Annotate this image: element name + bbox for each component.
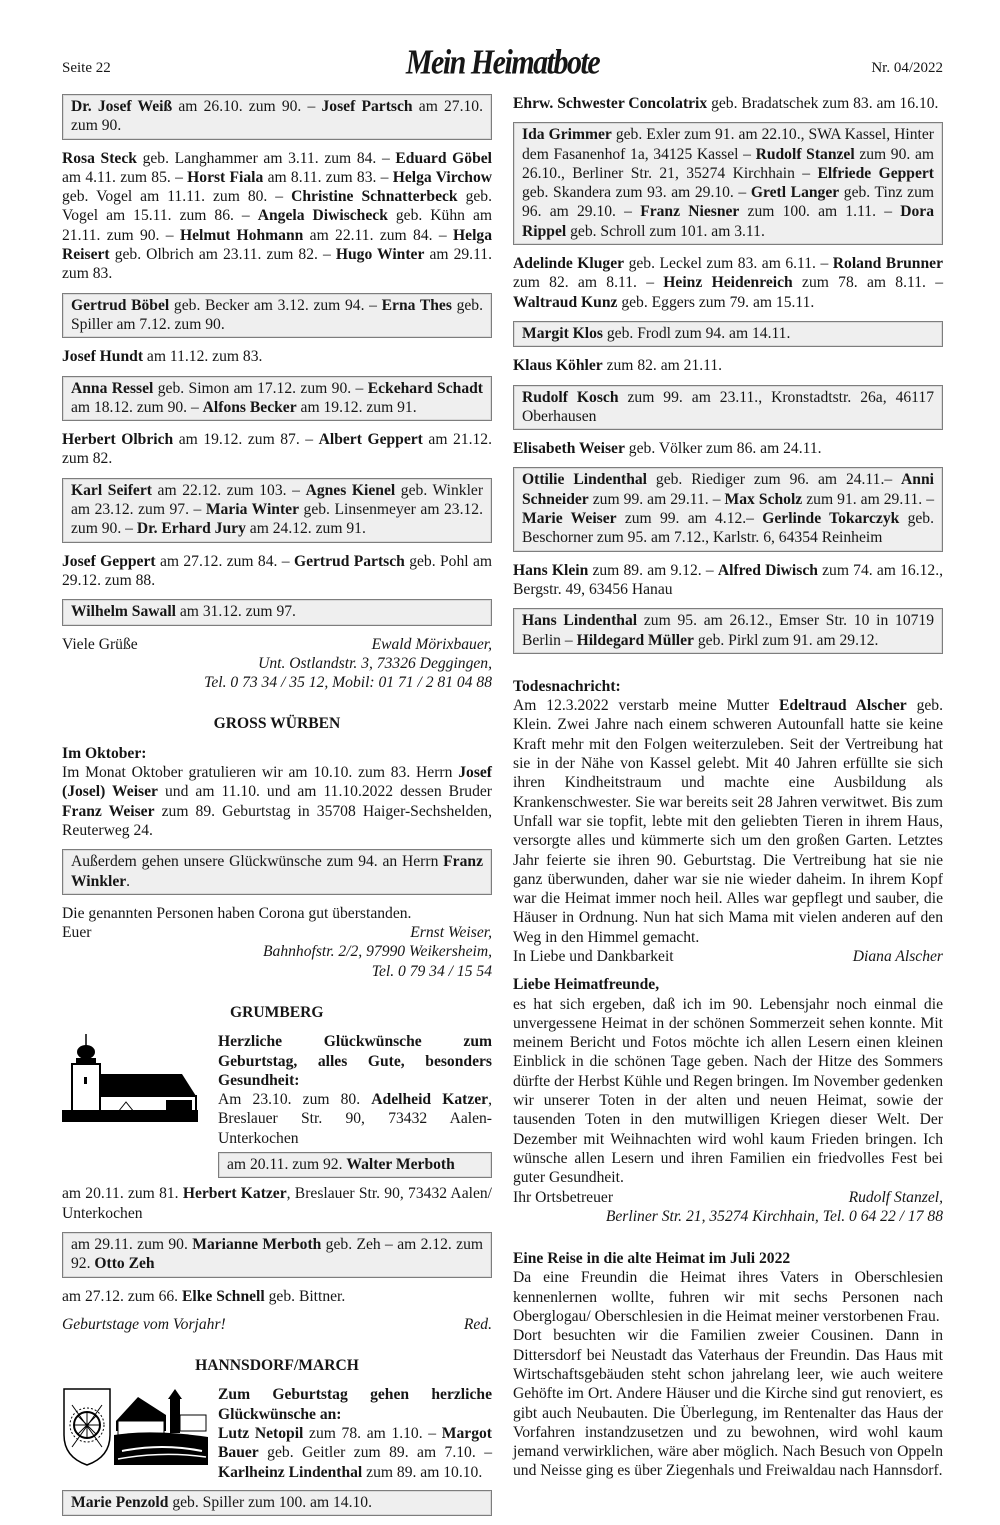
highlight-box — [513, 608, 943, 654]
text-run: , Breslauer Str. 90, 73432 Aalen/ Unterkochen — [62, 1185, 493, 1222]
text-run: am 29.11. zum 83. — [62, 246, 492, 283]
text-run: zum 74. am 16.12., Bergstr. 49, 63456 Hanau — [513, 561, 943, 598]
text-run: geb. Vogel am 11.11. zum 80. – — [62, 188, 292, 206]
text-run: zum 95. am 26.12., Emser Str. 10 in 10719 Berlin – — [522, 612, 935, 649]
person-name: Hans Lindenthal — [522, 612, 638, 630]
issue-number: Nr. 04/2022 — [871, 60, 943, 76]
person-name: Dr. Josef Weiß — [71, 98, 173, 115]
person-name: Eduard Göbel — [395, 149, 493, 167]
person-name: Erna Thes — [381, 296, 452, 314]
text-run: geb. Riediger zum 96. am 24.11.– — [647, 471, 902, 489]
text-run: zum 78. am 8.11. – — [792, 274, 944, 292]
text-run: geb. Simon am 17.12. zum 90. – — [153, 379, 368, 397]
person-name: Josef Geppert — [62, 552, 156, 570]
signature-line — [62, 673, 492, 692]
paragraph — [513, 439, 943, 458]
right-column — [513, 94, 943, 1490]
person-name: Waltraud Kunz — [513, 293, 618, 311]
signature-line — [62, 1315, 492, 1334]
person-name: Max Scholz — [724, 490, 803, 508]
text-run: am 24.12. zum 91. — [245, 520, 366, 538]
person-name: Elisabeth Weiser — [513, 440, 625, 458]
paragraph — [62, 763, 492, 840]
text-run: geb. Vogel am 15.11. zum 86. – — [62, 188, 492, 225]
entry-body — [218, 1424, 492, 1482]
text-run: am 4.11. zum 85. – — [62, 168, 188, 186]
text-run: am 19.12. zum 91. — [296, 398, 417, 416]
person-name: Margit Klos — [522, 324, 603, 342]
paragraph — [62, 347, 492, 366]
person-name: Angela Diwischeck — [257, 207, 388, 225]
spacer — [513, 663, 943, 677]
text-run: zum 89. Geburtstag in 35708 Haiger-Sechshelden, Reuterweg 24. — [62, 802, 492, 839]
person-name: Maria Winter — [205, 501, 299, 519]
person-name: Marie Weiser — [522, 510, 617, 528]
person-name: Gerlinde Tokarczyk — [762, 510, 900, 528]
text-run: geb. Frodl zum 94. am 14.11. — [602, 324, 791, 342]
signature-right: Unt. Ostlandstr. 3, 73326 Deggingen, — [258, 654, 492, 672]
text-run: geb. Schroll zum 101. am 3.11. — [566, 222, 765, 240]
signature-line — [62, 923, 492, 942]
text-run: am 26.10. zum 90. – — [172, 98, 322, 115]
text-run: geb. Bittner. — [264, 1287, 346, 1305]
signature-line — [62, 635, 492, 654]
text-run: geb. Kühn am 21.11. zum 90. – — [62, 207, 493, 244]
person-name: Herbert Katzer — [182, 1185, 287, 1203]
text-run: geb. Skandera zum 93. am 29.10. – — [522, 184, 751, 202]
entry-intro: Herzliche Glückwünsche zum Geburtstag, alles Gute, besonders Gesundheit: — [218, 1033, 492, 1089]
paragraph — [513, 995, 943, 1188]
text-run: am 31.12. zum 97. — [175, 603, 296, 621]
coat-of-arms-and-castle — [62, 1385, 210, 1481]
person-name: Herbert Olbrich — [62, 431, 174, 449]
signature-left: Ihr Ortsbetreuer — [513, 1188, 614, 1206]
person-name: Anni Schneider — [522, 471, 934, 508]
paragraph — [62, 1287, 492, 1306]
text-run: zum 90. am 26.10., Berliner Str. 21, 35274 Kirchhain – — [522, 145, 934, 182]
text-run: Dort besuchten wir die Familien zweier Cousinen. Dann in Dittersdorf bei Neustadt das Vaterhaus der Freundin. Das Haus mit Wirtschaftsgebäuden steht schon jahrelang leer, wie auch weitere Gehöfte im Ort. Andere Häuser und die Kirche sind gut renoviert, es gibt auch Neubauten. Die Überlegung, im Rentenalter das Haus der Vorfahren instandzusetzen und zu bewohnen, wird wohl kaum jemand verwirklichen, wäre aber möglich. Nach Besuch von Oppeln und Neisse ging es über Ziegenhals und Freiwaldau nach Hannsdorf. — [513, 1327, 943, 1480]
section-heading: GROSS WÜRBEN — [213, 715, 341, 733]
person-name: Hugo Winter — [335, 246, 425, 264]
person-name: Ehrw. Schwester Concolatrix — [513, 95, 708, 112]
paragraph — [62, 149, 492, 284]
illustrated-entry — [62, 1032, 492, 1178]
person-name: Helmut Hohmann — [179, 226, 304, 244]
person-name: Rudolf Kosch — [522, 388, 619, 406]
text-run: am 22.11. zum 84. – — [303, 226, 454, 244]
person-name: Adelinde Kluger — [513, 255, 625, 273]
person-name: Hildegard Müller — [576, 631, 694, 649]
text-run: zum 82. am 21.11. — [602, 357, 723, 375]
person-name: Adelheid Katzer — [371, 1091, 489, 1109]
text-run: am 20.11. zum 92. — [227, 1156, 347, 1174]
text-run: am 19.12. zum 87. – — [173, 431, 319, 449]
paragraph — [513, 561, 943, 600]
text-run: Im Monat Oktober gratulieren wir am 10.10. zum 83. Herrn — [62, 764, 459, 782]
text-run: am 27.12. zum 84. – — [155, 552, 294, 570]
section-heading: HANNSDORF/MARCH — [195, 1357, 359, 1375]
person-name: Otto Zeh — [94, 1255, 155, 1273]
signature-right: Red. — [463, 1315, 492, 1333]
text-run: Am 12.3.2022 verstarb meine Mutter — [513, 697, 779, 715]
highlight-box — [62, 293, 492, 339]
paragraph — [513, 94, 943, 113]
signature-right: Tel. 0 79 34 / 15 54 — [371, 962, 492, 980]
paragraph — [62, 904, 492, 923]
highlight-box — [62, 1232, 492, 1278]
text-run: geb. Leckel zum 83. am 6.11. – — [624, 255, 833, 273]
entry-text — [218, 1385, 492, 1481]
text-run: geb. Spiller zum 100. am 14.10. — [168, 1493, 372, 1511]
person-name: Margot Bauer — [218, 1425, 492, 1462]
signature-right: Diana Alscher — [852, 947, 943, 965]
paragraph — [513, 1326, 943, 1480]
paragraph — [513, 696, 943, 947]
person-name: Hans Klein — [513, 561, 589, 579]
signature-right: Rudolf Stanzel, — [848, 1188, 943, 1206]
signature-right: Berliner Str. 21, 35274 Kirchhain, Tel. 0 64 22 / 17 88 — [605, 1207, 943, 1225]
person-name: Heinz Heidenreich — [663, 274, 793, 292]
subheading: Todesnachricht: — [513, 677, 621, 695]
highlight-box — [62, 599, 492, 625]
person-name: Edeltraud Alscher — [778, 697, 907, 715]
text-run: zum 91. am 29.11. – — [802, 490, 935, 508]
text-run: geb. Winkler am 23.12. zum 97. – — [71, 481, 484, 519]
highlight-box — [62, 94, 492, 140]
paragraph — [513, 1268, 943, 1326]
person-name: Helga Reisert — [62, 226, 493, 264]
paragraph — [513, 356, 943, 375]
highlight-box — [513, 122, 943, 245]
person-name: Eckehard Schadt — [367, 379, 483, 397]
person-name: Gertrud Partsch — [293, 552, 405, 570]
highlight-box — [513, 321, 943, 347]
person-name: Josef Hundt — [62, 348, 144, 366]
text-run: zum 89. am 9.12. – — [588, 561, 718, 579]
text-run: am 18.12. zum 90. – — [71, 398, 203, 416]
paragraph — [513, 254, 943, 312]
person-name: Rudolf Stanzel — [755, 145, 855, 163]
person-name: Dora Rippel — [522, 203, 935, 240]
subheading: Im Oktober: — [62, 744, 147, 762]
section-heading: GRUMBERG — [230, 1003, 324, 1021]
text-run: geb. Spiller am 7.12. zum 90. — [71, 296, 483, 333]
person-name: Walter Merboth — [346, 1156, 455, 1174]
text-run: geb. Tinz zum 96. am 29.10. – — [522, 184, 935, 221]
text-run: am 27.10. zum 90. — [71, 98, 483, 135]
signature — [513, 1188, 943, 1227]
spacer — [513, 1235, 943, 1249]
person-name: Karlheinz Lindenthal — [218, 1463, 363, 1481]
text-run: geb. Geitler zum 89. am 7.10. – — [258, 1444, 492, 1462]
text-run: am 8.11. zum 83. – — [263, 168, 393, 186]
person-name: Franz Weiser — [62, 802, 155, 820]
person-name: Marianne Merboth — [192, 1235, 322, 1253]
text-run: zum 99. am 23.11., Kronstadtstr. 26a, 46117 Oberhausen — [522, 388, 934, 425]
text-run: zum 89. am 10.10. — [362, 1463, 483, 1481]
person-name: Wilhelm Sawall — [71, 603, 176, 621]
text-run: am 20.11. zum 81. — [62, 1185, 183, 1203]
text-run: zum 82. am 8.11. – — [513, 274, 664, 292]
signature-line — [513, 947, 943, 966]
text-run: zum 99. am 29.11. – — [588, 490, 725, 508]
signature — [62, 923, 492, 981]
person-name: Horst Fiala — [187, 168, 264, 186]
text-run: geb. Eggers zum 79. am 15.11. — [617, 293, 815, 311]
text-run: geb. Olbrich am 23.11. zum 82. – — [109, 246, 336, 264]
person-name: Karl Seifert — [71, 481, 152, 499]
highlight-box — [513, 385, 943, 431]
signature-right: Bahnhofstr. 2/2, 97990 Weikersheim, — [263, 943, 492, 961]
text-run: am 11.12. zum 83. — [143, 348, 263, 366]
signature-left: Euer — [62, 924, 92, 942]
page-number: Seite 22 — [62, 60, 111, 76]
person-name: Marie Penzold — [71, 1493, 169, 1511]
person-name: Alfons Becker — [202, 398, 297, 416]
text-run: geb. Pohl am 29.12. zum 88. — [62, 552, 492, 589]
text-run: geb. Linsenmeyer am 23.12. zum 90. – — [71, 501, 483, 538]
person-name: Roland Brunner — [832, 255, 943, 273]
text-run: geb. Pirkl zum 91. am 29.12. — [693, 631, 879, 649]
person-name: Franz Niesner — [640, 203, 740, 221]
person-name: Josef Partsch — [321, 98, 413, 115]
left-column — [62, 94, 492, 1525]
person-name: Elfriede Geppert — [817, 164, 935, 182]
text-run: am 21.12. zum 82. — [62, 431, 493, 468]
signature-right: Tel. 0 73 34 / 35 12, Mobil: 01 71 / 2 81 04 88 — [204, 674, 492, 692]
paragraph — [62, 1184, 492, 1223]
illustrated-entry — [62, 1385, 492, 1481]
subheading: Liebe Heimatfreunde, — [513, 976, 660, 994]
text-run: zum 99. am 4.12.– — [616, 510, 763, 528]
entry-body — [218, 1090, 492, 1148]
person-name: Elke Schnell — [181, 1287, 265, 1305]
text-run: Da eine Freundin die Heimat ihres Vaters in Oberschlesien kennenlernen wollte, fuhren wir mit sechs Personen nach Oberglogau/ Oberschlesien in die Heimat meiner verstorbenen Frau. — [513, 1269, 943, 1326]
text-run: am 29.11. zum 90. — [71, 1235, 193, 1253]
subheading: Eine Reise in die alte Heimat im Juli 2022 — [513, 1250, 791, 1268]
person-name: Rosa Steck — [62, 149, 137, 167]
text-run: Am 23.10. zum 80. — [218, 1091, 372, 1109]
church-illustration — [62, 1032, 210, 1178]
highlight-box — [62, 1490, 492, 1516]
entry-intro: Zum Geburtstag gehen herzliche Glückwünsche an: — [218, 1386, 492, 1423]
paragraph — [62, 552, 492, 591]
signature-line — [62, 654, 492, 673]
person-name: Christine Schnatterbeck — [291, 188, 458, 206]
text-run: geb. Völker zum 86. am 24.11. — [624, 440, 822, 458]
highlight-box — [218, 1152, 492, 1178]
text-run: . — [126, 872, 131, 890]
person-name: Klaus Köhler — [513, 357, 603, 375]
signature — [62, 1315, 492, 1334]
signature-line — [62, 942, 492, 961]
text-run: am 22.12. zum 103. – — [151, 481, 306, 499]
person-name: Agnes Kienel — [305, 481, 396, 499]
person-name: Ida Grimmer — [522, 126, 612, 144]
person-name: Gretl Langer — [750, 184, 840, 202]
text-run: Die genannten Personen haben Corona gut überstanden. — [62, 904, 412, 922]
text-run: geb. Zeh – am 2.12. zum 92. — [71, 1235, 484, 1273]
text-run: zum 100. am 1.11. – — [739, 203, 901, 221]
person-name: Albert Geppert — [318, 431, 423, 449]
text-run: es hat sich ergeben, daß ich im 90. Lebensjahr noch einmal die unvergessene Heimat in der schönen Sommerzeit sehen konnte. Mit meinem Bericht und Fotos möchte ich allen Lesern einen kleinen Einblick in die schönen Tage geben. Nach der Hitze des Sommers dürfte der Herbst Kühle und Regen bringen. Im November gedenken wir unserer Toten in der alten und neuen Heimat, sowie der tausenden Toten in den mutwilligen Kriegen dieser Welt. Der Dezember mit Weihnachten wird wohl kaum Frieden bringen. Ich wünsche allen Lesern und ihren Familien ein friedvolles Fest bei guter Gesundheit. — [513, 995, 943, 1187]
text-run: , Breslauer Str. 90, 73432 Aalen-Unterkochen — [218, 1091, 492, 1147]
page-header — [62, 43, 943, 86]
highlight-box — [62, 478, 492, 543]
person-name: Josef (Josel) Weiser — [62, 764, 492, 801]
paragraph — [62, 430, 492, 469]
signature-line — [62, 962, 492, 981]
person-name: Ottilie Lindenthal — [522, 471, 648, 489]
signature-right: Ewald Mörixbauer, — [371, 635, 492, 653]
person-name: Dr. Erhard Jury — [136, 520, 246, 538]
text-run: geb. Becker am 3.12. zum 94. – — [169, 296, 382, 314]
highlight-box — [513, 467, 943, 551]
text-run: geb. Bradatschek zum 83. am 16.10. — [707, 95, 939, 112]
text-run: geb. Beschorner zum 95. am 7.12., Karlstr. 6, 64354 Reinheim — [522, 510, 934, 547]
entry-text — [218, 1032, 492, 1178]
text-run: am 27.12. zum 66. — [62, 1287, 182, 1305]
person-name: Alfred Diwisch — [717, 561, 818, 579]
text-run: geb. Langhammer am 3.11. zum 84. – — [136, 149, 396, 167]
person-name: Helga Virchow — [392, 168, 493, 186]
text-run: geb. Exler zum 91. am 22.10., SWA Kassel, Hinter dem Fasanenhof 1a, 34125 Kassel – — [522, 126, 934, 163]
text-run: geb. Klein. Zwei Jahre nach einem schweren Autounfall hatte sie keine Kraft mehr mit den Folgen weiterzuleben. Seit der Vertreibung hat sie in der Nähe von Kassel gelebt. Mit 40 Jahren erfüllte sie sich ihren Kindheitstraum und machte eine Ausbildung als Krankenschwester. Sie war bereits seit 28 Jahren verwitwet. Bis zum Unfall war sie topfit, lebte mit den geliebten Tieren in ihrem Haus, versorgte alles und kümmerte sich um den großen Garten. Letztes Jahr feierte sie ihren 90. Geburtstag. Die Vertreibung hat sie nie ganz überwunden, daher war sie nie wieder daheim. In ihrem Kopf war die Heimat immer noch heil. Alles war gepflegt und sauber, die Häuser in Ordnung. Nun hat sich Mama mit vielen anderen auf den Weg in den Himmel gemacht. — [513, 697, 944, 946]
text-run: und am 11.10. und am 11.10.2022 dessen Bruder — [157, 783, 492, 801]
signature — [62, 635, 492, 693]
text-run: Außerdem gehen unsere Glückwünsche zum 94. an Herrn — [71, 853, 444, 871]
person-name: Gertrud Böbel — [71, 296, 170, 314]
signature-left: In Liebe und Dankbarkeit — [513, 947, 674, 965]
text-run: zum 78. am 1.10. – — [303, 1425, 442, 1443]
person-name: Franz Winkler — [71, 853, 483, 890]
signature-left: Viele Grüße — [62, 635, 138, 653]
signature — [513, 947, 943, 966]
signature-line — [513, 1207, 943, 1226]
masthead-logo: Mein Heimatbote — [405, 43, 600, 82]
highlight-box — [62, 849, 492, 895]
highlight-box — [62, 376, 492, 422]
signature-line — [513, 1188, 943, 1207]
signature-left: Geburtstage vom Vorjahr! — [62, 1315, 226, 1333]
person-name: Lutz Netopil — [218, 1425, 304, 1443]
person-name: Anna Ressel — [71, 379, 154, 397]
signature-right: Ernst Weiser, — [410, 924, 492, 942]
